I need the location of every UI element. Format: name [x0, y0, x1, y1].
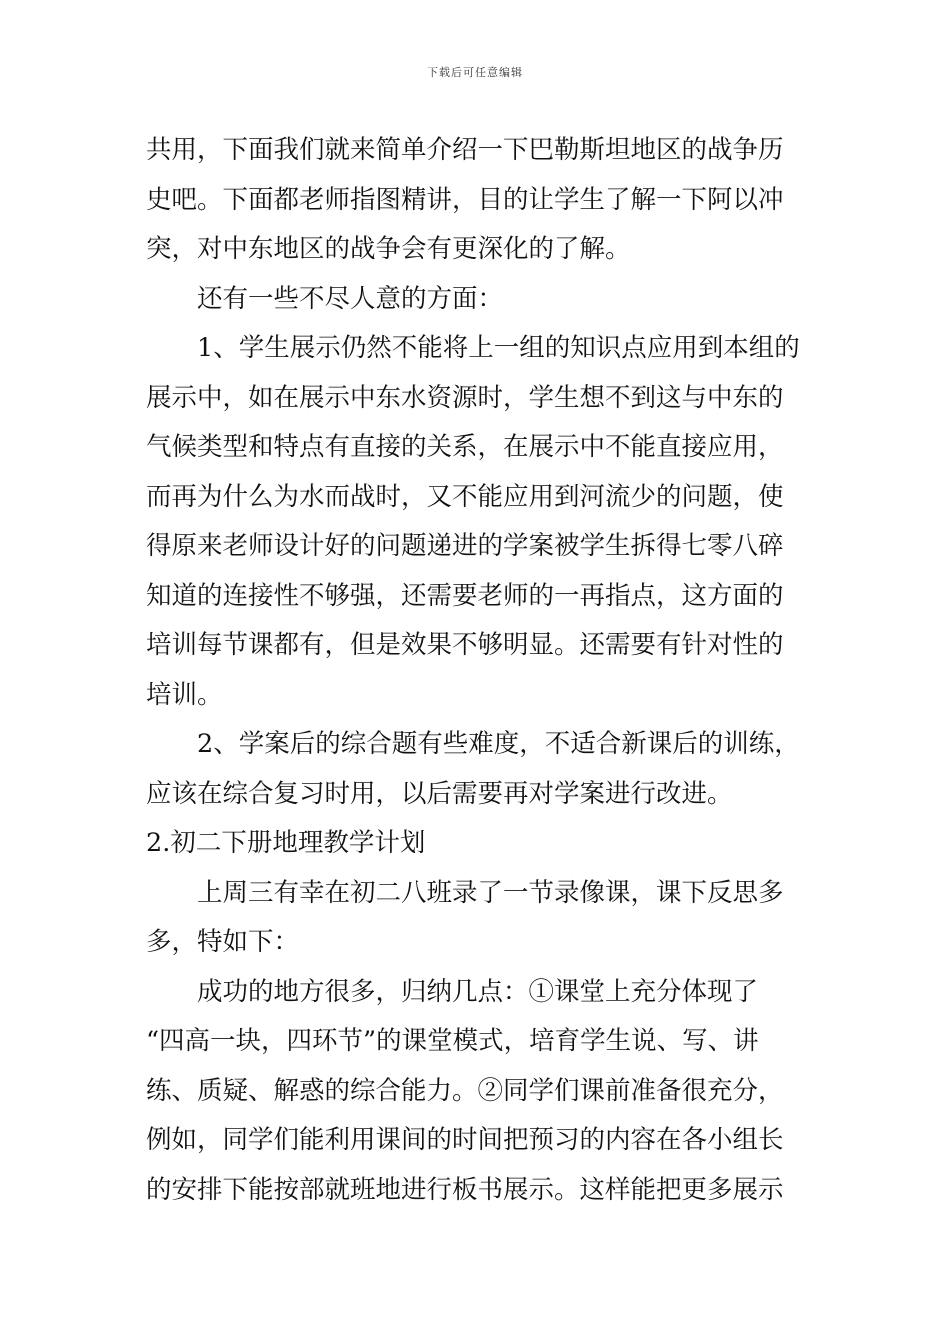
text-line: 还有一些不尽人意的方面：	[197, 283, 504, 314]
text-line: 展示中，如在展示中东水资源时，学生想不到这与中东的	[146, 382, 784, 413]
text-line: 上周三有幸在初二八班录了一节录像课，课下反思多	[197, 877, 784, 908]
text-line: 成功的地方很多，归纳几点：①课堂上充分体现了	[197, 976, 759, 1007]
text-line: 2、学案后的综合题有些难度，不适合新课后的训练，	[197, 729, 800, 759]
text-line: 史吧。下面都老师指图精讲，目的让学生了解一下阿以冲	[146, 184, 784, 215]
text-line: 气候类型和特点有直接的关系，在展示中不能直接应用，	[146, 432, 784, 462]
text-line: 知道的连接性不够强，还需要老师的一再指点，这方面的	[146, 580, 784, 611]
text-line: 例如，同学们能利用课间的时间把预习的内容在各小组长	[146, 1125, 784, 1155]
text-line: 而再为什么为水而战时，又不能应用到河流少的问题，使	[146, 481, 784, 512]
page-header: 下载后可任意编辑	[427, 66, 523, 79]
text-line: 1、学生展示仍然不能将上一组的知识点应用到本组的	[197, 333, 800, 363]
text-line: 突，对中东地区的战争会有更深化的了解。	[146, 234, 631, 264]
text-line: 练、质疑、解惑的综合能力。②同学们课前准备很充分，	[146, 1075, 784, 1106]
section-heading: 2.初二下册地理教学计划	[146, 828, 426, 858]
text-line: 培训每节课都有，但是效果不够明显。还需要有针对性的	[146, 630, 784, 660]
text-line: 多，特如下：	[146, 927, 300, 957]
document-body	[146, 126, 806, 1215]
text-line: 得原来老师设计好的问题递进的学案被学生拆得七零八碎	[146, 531, 784, 561]
text-line: 应该在综合复习时用，以后需要再对学案进行改进。	[146, 778, 733, 809]
text-line: “四高一块，四环节”的课堂模式，培育学生说、写、讲	[146, 1026, 759, 1056]
text-line: 培训。	[146, 679, 223, 710]
text-line: 共用，下面我们就来简单介绍一下巴勒斯坦地区的战争历	[146, 135, 784, 165]
text-line: 的安排下能按部就班地进行板书展示。这样能把更多展示	[146, 1174, 784, 1205]
